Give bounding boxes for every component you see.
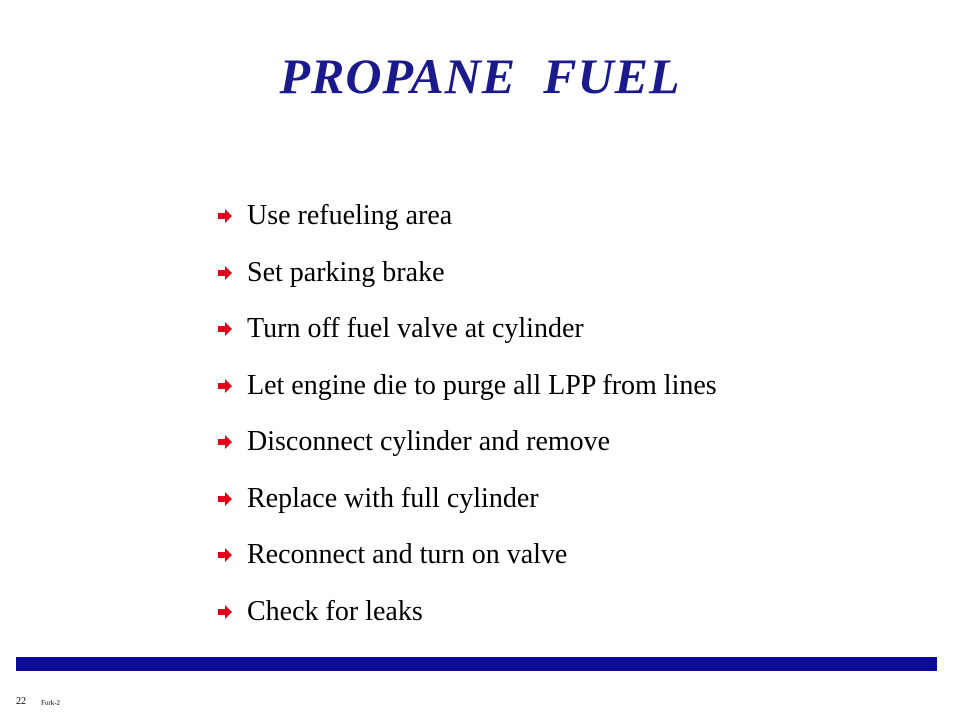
bullet-item xyxy=(217,301,717,358)
bullet-item xyxy=(217,358,717,415)
bullet-text: Check for leaks xyxy=(247,595,423,627)
bullet-item xyxy=(217,527,717,584)
right-arrow-icon xyxy=(217,196,247,236)
footer-code: Fork-2 xyxy=(41,699,61,707)
bullet-text: Disconnect cylinder and remove xyxy=(247,426,611,458)
right-arrow-icon xyxy=(217,592,247,632)
bullet-list xyxy=(217,188,717,640)
page-number: 22 xyxy=(16,696,26,707)
bullet-item xyxy=(217,584,717,641)
right-arrow-icon xyxy=(217,535,247,575)
right-arrow-icon xyxy=(217,309,247,349)
bullet-text: Replace with full cylinder xyxy=(247,482,539,514)
bullet-text: Set parking brake xyxy=(247,256,445,288)
bullet-text: Let engine die to purge all LPP from lines xyxy=(247,369,717,401)
right-arrow-icon xyxy=(217,366,247,406)
footer-bar xyxy=(16,657,937,671)
right-arrow-icon xyxy=(217,253,247,293)
bullet-item xyxy=(217,414,717,471)
right-arrow-icon xyxy=(217,479,247,519)
right-arrow-icon xyxy=(217,422,247,462)
bullet-item xyxy=(217,245,717,302)
bullet-text: Reconnect and turn on valve xyxy=(247,539,568,571)
bullet-item xyxy=(217,471,717,528)
bullet-text: Turn off fuel valve at cylinder xyxy=(247,313,584,345)
slide-title: PROPANE FUEL xyxy=(279,48,681,104)
bullet-text: Use refueling area xyxy=(247,200,453,232)
bullet-item xyxy=(217,188,717,245)
